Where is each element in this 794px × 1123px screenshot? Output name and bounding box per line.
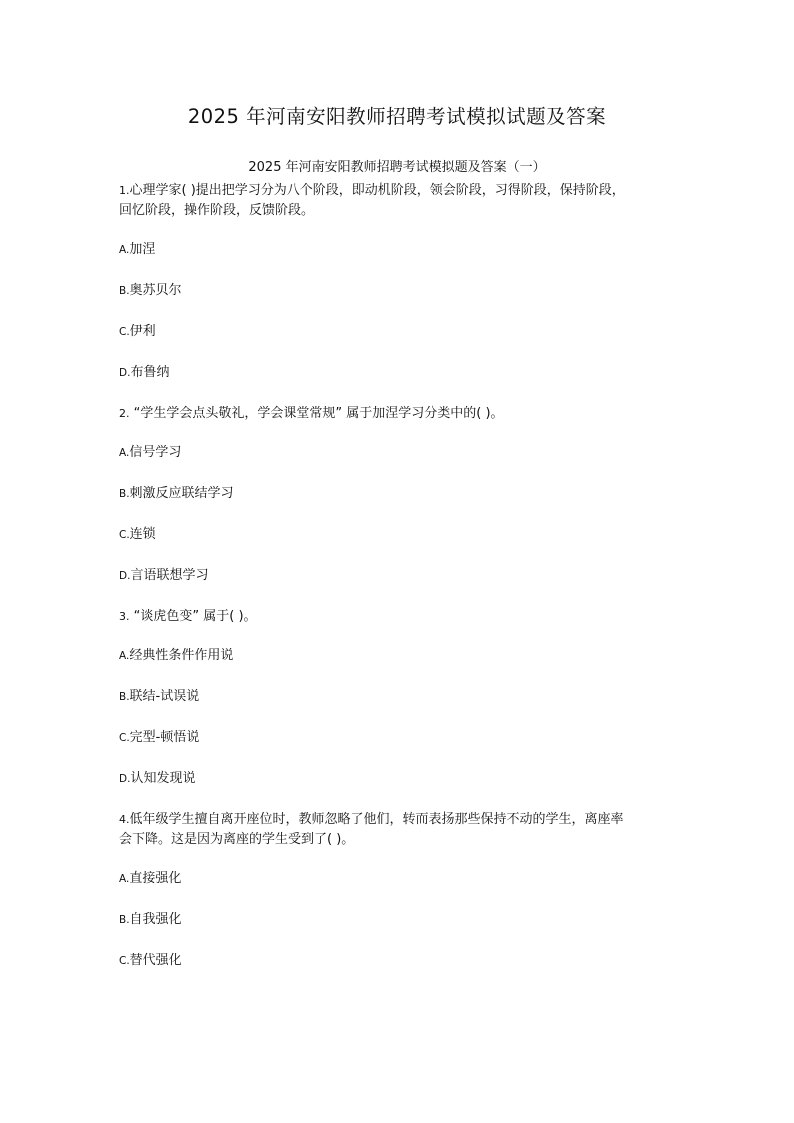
answer-option — [119, 566, 679, 586]
answer-option — [119, 769, 679, 789]
question-text: “学生学会点头敬礼，学会课堂常规” 属于加涅学习分类中的( )。 — [129, 406, 504, 421]
answer-option — [119, 951, 679, 971]
question-line — [119, 181, 679, 201]
option-letter: D. — [119, 570, 131, 582]
option-letter: B. — [119, 914, 130, 926]
option-text: 认知发现说 — [130, 771, 196, 786]
option-letter: A. — [119, 447, 130, 459]
question-text: 会下降。这是因为离座的学生受到了( )。 — [119, 832, 355, 847]
question-list — [119, 181, 679, 992]
question-text: 回忆阶段，操作阶段，反馈阶段。 — [119, 203, 315, 218]
answer-option — [119, 240, 679, 260]
question-number: 4. — [119, 813, 130, 826]
answer-option — [119, 646, 679, 666]
option-text: 联结-试误说 — [129, 689, 200, 704]
answer-option — [119, 687, 679, 707]
option-letter: C. — [119, 955, 130, 967]
answer-option — [119, 484, 679, 504]
document-title: 2025 年河南安阳教师招聘考试模拟试题及答案 — [187, 105, 607, 128]
answer-option — [119, 281, 679, 301]
option-text: 加涅 — [129, 242, 156, 257]
answer-option — [119, 728, 679, 748]
answer-option — [119, 443, 679, 463]
question-number: 2. — [119, 407, 130, 420]
question-line — [119, 607, 679, 627]
section-title: 2025 年河南安阳教师招聘考试模拟题及答案（一） — [248, 160, 546, 175]
question-stem — [119, 810, 679, 850]
option-letter: A. — [119, 650, 130, 662]
option-text: 连锁 — [129, 527, 156, 542]
option-letter: A. — [119, 244, 130, 256]
option-letter: A. — [119, 873, 130, 885]
option-text: 自我强化 — [129, 912, 182, 927]
option-letter: B. — [119, 691, 130, 703]
question-stem — [119, 404, 679, 424]
question-number: 1. — [119, 184, 130, 197]
option-letter: B. — [119, 285, 130, 297]
question-text: “谈虎色变” 属于( )。 — [129, 609, 257, 624]
option-letter: C. — [119, 732, 130, 744]
option-text: 经典性条件作用说 — [129, 648, 234, 663]
option-text: 伊利 — [129, 324, 156, 339]
answer-option — [119, 869, 679, 889]
answer-option — [119, 322, 679, 342]
question-line — [119, 810, 679, 830]
answer-option — [119, 910, 679, 930]
option-text: 言语联想学习 — [130, 568, 209, 583]
option-text: 刺激反应联结学习 — [129, 486, 234, 501]
answer-option — [119, 525, 679, 545]
option-letter: C. — [119, 529, 130, 541]
answer-option — [119, 363, 679, 383]
question-stem — [119, 181, 679, 221]
option-letter: D. — [119, 773, 131, 785]
option-text: 布鲁纳 — [130, 365, 170, 380]
option-letter: C. — [119, 326, 130, 338]
option-text: 完型-顿悟说 — [129, 730, 200, 745]
question-text: 低年级学生擅自离开座位时，教师忽略了他们，转而表扬那些保持不动的学生，离座率 — [129, 812, 624, 827]
option-text: 信号学习 — [129, 445, 182, 460]
option-text: 直接强化 — [129, 871, 182, 886]
option-text: 替代强化 — [129, 953, 182, 968]
question-text: 心理学家( )提出把学习分为八个阶段，即动机阶段，领会阶段，习得阶段，保持阶段， — [129, 183, 625, 198]
option-letter: D. — [119, 367, 131, 379]
question-number: 3. — [119, 610, 130, 623]
option-letter: B. — [119, 488, 130, 500]
option-text: 奥苏贝尔 — [129, 283, 182, 298]
question-line — [119, 404, 679, 424]
question-stem — [119, 607, 679, 627]
